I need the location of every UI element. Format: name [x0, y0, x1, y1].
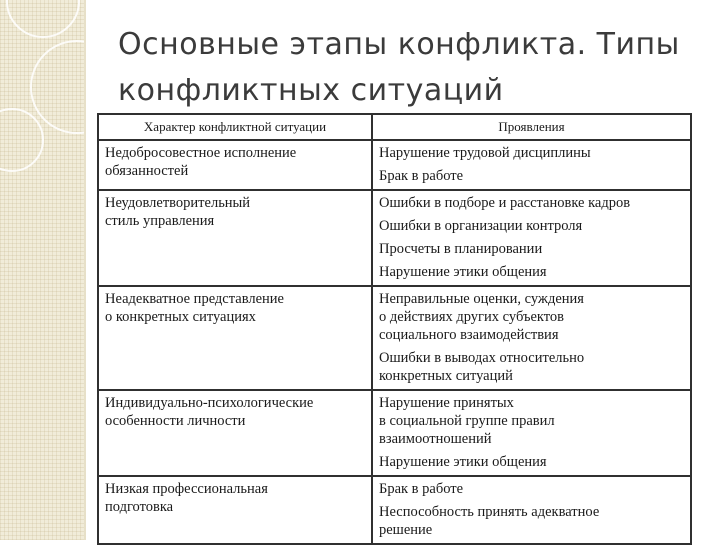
table-row: [98, 476, 691, 544]
manifestations-cell: [372, 286, 691, 390]
manifestation-item: Нарушение трудовой дисциплины: [379, 145, 591, 161]
situation-text: Недобросовестное исполнение обязанностей: [105, 145, 297, 179]
situation-cell: [98, 476, 372, 544]
manifestation-item: Нарушение этики общения: [379, 264, 547, 280]
conflict-types-table: [97, 113, 692, 545]
manifestations-cell: [372, 190, 691, 286]
strip-divider: [84, 0, 86, 540]
situation-text: Низкая профессиональная подготовка: [105, 481, 268, 515]
decorative-circle: [6, 0, 80, 38]
situation-cell: [98, 390, 372, 476]
table-row: [98, 190, 691, 286]
manifestation-item: Просчеты в планировании: [379, 241, 543, 257]
manifestation-item: Неправильные оценки, суждения о действиях других субъектов социального взаимодействия: [379, 291, 584, 343]
manifestation-item: Брак в работе: [379, 168, 464, 184]
situation-text: Неудовлетворительный стиль управления: [105, 195, 251, 229]
decorative-side-strip: [0, 0, 84, 540]
column-header-situation: Характер конфликтной ситуации: [98, 114, 372, 140]
manifestations-cell: [372, 390, 691, 476]
situation-cell: [98, 140, 372, 190]
decorative-circle: [0, 108, 44, 172]
manifestation-item: Неспособность принять адекватное решение: [379, 504, 600, 538]
slide-title: Основные этапы конфликта. Типы конфликтных ситуаций: [118, 27, 680, 108]
manifestation-item: Ошибки в выводах относительно конкретных ситуаций: [379, 350, 585, 384]
manifestation-item: Ошибки в организации контроля: [379, 218, 583, 234]
situation-cell: [98, 190, 372, 286]
manifestations-cell: [372, 476, 691, 544]
situation-text: Неадекватное представление о конкретных ситуациях: [105, 291, 284, 325]
manifestation-item: Брак в работе: [379, 481, 464, 497]
table-header-row: [98, 114, 691, 140]
table-row: [98, 140, 691, 190]
manifestation-item: Нарушение этики общения: [379, 454, 547, 470]
table-row: [98, 286, 691, 390]
manifestation-item: Ошибки в подборе и расстановке кадров: [379, 195, 631, 211]
situation-cell: [98, 286, 372, 390]
situation-text: Индивидуально-психологические особенности личности: [105, 395, 314, 429]
manifestations-cell: [372, 140, 691, 190]
column-header-manifestations: Проявления: [372, 114, 691, 140]
table-row: [98, 390, 691, 476]
manifestation-item: Нарушение принятых в социальной группе правил взаимоотношений: [379, 395, 555, 447]
